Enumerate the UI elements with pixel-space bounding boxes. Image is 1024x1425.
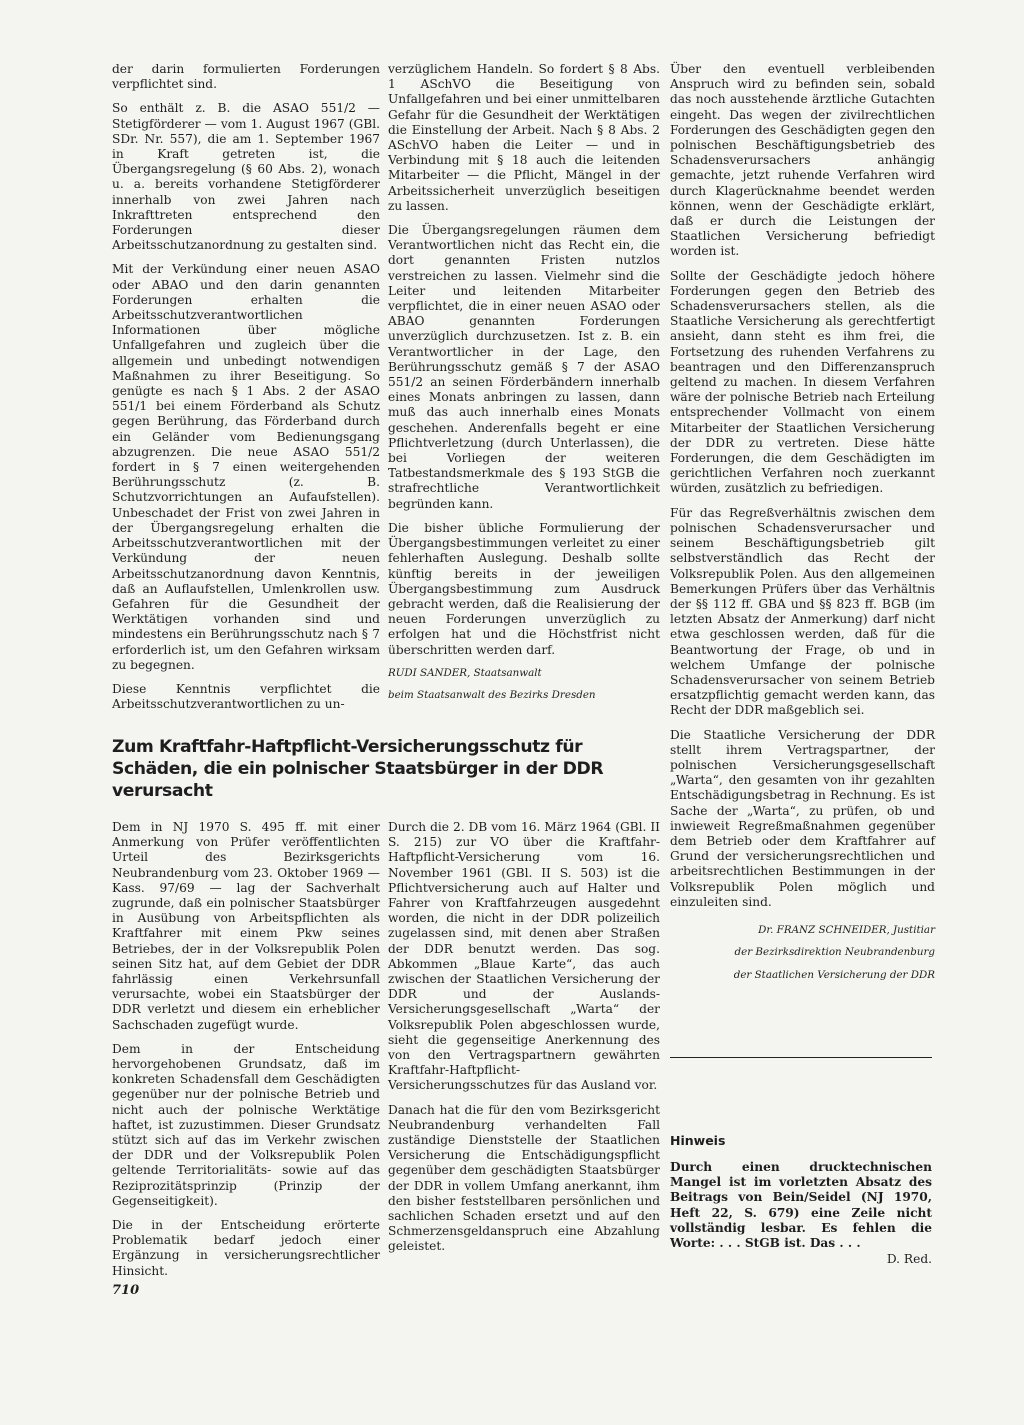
paragraph: Diese Kenntnis verpflichtet die Arbeitsschutzverantwortlichen zu un- xyxy=(112,681,380,712)
bottom-article-column-1 xyxy=(112,820,380,1288)
top-article-column-3 xyxy=(670,62,935,991)
paragraph: Die bisher übliche Formulierung der Übergangsbestimmungen verleitet zu einer fehlerhaften Auslegung. Deshalb sollte künftig bereits in der jeweiligen Übergangsbestimmung zum Ausdruck gebracht werden, daß die Realisierung der neuen Forderungen unverzüglich zu erfolgen hat und die Höchstfrist nicht überschritten werden darf. xyxy=(388,520,660,657)
hinweis-text: Durch einen drucktechnischen Mangel ist im vorletzten Absatz des Beitrags von Bein/Seidel (NJ 1970, Heft 22, S. 679) eine Zeile nicht vollständig lesbar. Es fehlen die Worte: . . . StGB ist. Das . . . xyxy=(670,1160,932,1251)
author-signature-line-1: RUDI SANDER, Staatsanwalt xyxy=(388,666,542,679)
paragraph: So enthält z. B. die ASAO 551/2 — Stetigförderer — vom 1. August 1967 (GBl. SDr. Nr. 557), die am 1. September 1967 in Kraft getreten ist, die Übergangsregelung (§ 60 Abs. 2), wonach u. a. bereits vorhandene Stetigförderer innerhalb von zwei Jahren nach Inkrafttreten entsprechend den Forderungen dieser Arbeitsschutzanordnung zu gestalten sind. xyxy=(112,101,380,253)
paragraph: Für das Regreßverhältnis zwischen dem polnischen Schadensverursacher und seinem Beschäftigungsbetrieb gilt selbstverständlich das Recht der Volksrepublik Polen. Aus den allgemeinen Bemerkungen Prüfers über das Verhältnis der §§ 112 ff. GBA und §§ 823 ff. BGB (im letzten Absatz der Anmerkung) darf nicht etwa geschlossen werden, daß für die Beantwortung der Frage, ob und in welchem Umfange der polnische Schadensverursacher von seinem Betrieb ersatzpflichtig gemacht werden kann, das Recht der DDR maßgeblich sei. xyxy=(670,505,935,718)
paragraph: Sollte der Geschädigte jedoch höhere Forderungen gegen den Betrieb des Schadensverursachers stellen, als die Staatliche Versicherung als gerechtfertigt ansieht, dann steht es ihm frei, die Fortsetzung des ruhenden Verfahrens zu beantragen und den Differenzanspruch geltend zu machen. In diesem Verfahren wäre der polnische Betrieb nach Erteilung entsprechender Vollmacht von einem Mitarbeiter der Staatlichen Versicherung der DDR zu vertreten. Diese hätte Forderungen, die dem Geschädigten im gerichtlichen Verfahren noch zuerkannt würden, zusätzlich zu befriedigen. xyxy=(670,268,935,496)
divider-rule xyxy=(670,1057,932,1058)
page-number: 710 xyxy=(112,1283,140,1298)
signature3-line-2: der Bezirksdirektion Neubrandenburg xyxy=(734,946,935,959)
paragraph: Über den eventuell verbleibenden Anspruch wird zu befinden sein, sobald das noch ausstehende ärztliche Gutachten eingeht. Das wegen der zivilrechtlichen Forderungen des Geschädigten gegen den polnischen Beschäftigungsbetrieb des Schadensverursachers anhängig gemachte, jetzt ruhende Verfahren wird durch Klagerücknahme beendet werden können, wenn der Geschädigte erklärt, daß er durch die Leistungen der Staatlichen Versicherung befriedigt worden ist. xyxy=(670,62,935,259)
paragraph: Die Übergangsregelungen räumen dem Verantwortlichen nicht das Recht ein, die dort genannten Fristen nutzlos verstreichen zu lassen. Vielmehr sind die Leiter und leitenden Mitarbeiter verpflichtet, die in einer neuen ASAO oder ABAO genannten Forderungen unverzüglich durchzusetzen. Ist z. B. ein Verantwortlicher in der Lage, den Berührungsschutz gemäß § 7 der ASAO 551/2 an seinen Förderbändern innerhalb eines Monats anbringen zu lassen, dann muß das auch innerhalb eines Monats geschehen. Anderenfalls begeht er eine Pflichtverletzung (durch Unterlassen), die bei Vorliegen der weiteren Tatbestandsmerkmale des § 193 StGB die strafrechtliche Verantwortlichkeit begründen kann. xyxy=(388,223,660,511)
top-article-column-1 xyxy=(112,62,380,721)
paragraph: verzüglichem Handeln. So fordert § 8 Abs. 1 ASchVO die Beseitigung von Unfallgefahren und bei einer unmittelbaren Gefahr für die Gesundheit der Werktätigen die Einstellung der Arbeit. Nach § 8 Abs. 2 ASchVO haben die Leiter — und in Verbindung mit § 18 auch die leitenden Mitarbeiter — die Pflicht, Mängel in der Arbeitssicherheit unverzüglich beseitigen zu lassen. xyxy=(388,62,660,213)
paragraph: Durch die 2. DB vom 16. März 1964 (GBl. II S. 215) zur VO über die Kraftfahr-Haftpflicht-Versicherung vom 16. November 1961 (GBl. II S. 503) ist die Pflichtversicherung auch auf Halter und Fahrer von Kraftfahrzeugen ausgedehnt worden, die nicht in der DDR polizeilich zugelassen sind, mit denen aber Straßen der DDR benutzt werden. Das sog. Abkommen „Blaue Karte“, das auch zwischen der Staatlichen Versicherung der DDR und der Auslands-Versicherungsgesellschaft „Warta“ der Volksrepublik Polen abgeschlossen wurde, sieht die gegenseitige Anerkennung des von den Vertragspartnern gewährten Kraftfahr-Haftpflicht-Versicherungsschutzes für das Ausland vor. xyxy=(388,820,660,1093)
paragraph: Die Staatliche Versicherung der DDR stellt ihrem Vertragspartner, der polnischen Versicherungsgesellschaft „Warta“, den gesamten von ihr gezahlten Entschädigungsbetrag in Rechnung. Es ist Sache der „Warta“, zu prüfen, ob und inwieweit Regreßmaßnahmen gegenüber dem Betrieb oder dem Kraftfahrer auf Grund der versicherungsrechtlichen und arbeitsrechtlichen Bestimmungen in der Volksrepublik Polen möglich und einzuleiten sind. xyxy=(670,727,935,909)
paragraph: Dem in NJ 1970 S. 495 ff. mit einer Anmerkung von Prüfer veröffentlichten Urteil des Bezirksgerichts Neubrandenburg vom 23. Oktober 1969 — Kass. 97/69 — lag der Sachverhalt zugrunde, daß ein polnischer Staatsbürger in Ausübung von Arbeitspflichten als Kraftfahrer mit einem Pkw seines Betriebes, der in der Volksrepublik Polen seinen Sitz hat, auf dem Gebiet der DDR fahrlässig einen Verkehrsunfall verursachte, wobei ein Staatsbürger der DDR verletzt und diesem ein erheblicher Sachschaden zugefügt wurde. xyxy=(112,820,380,1032)
signature3-line-3: der Staatlichen Versicherung der DDR xyxy=(733,968,935,981)
signature3-line-1: Dr. FRANZ SCHNEIDER, Justitiar xyxy=(758,923,935,936)
paragraph: Mit der Verkündung einer neuen ASAO oder ABAO und den darin genannten Forderungen erhalten die Arbeitsschutzverantwortlichen Informationen über mögliche Unfallgefahren und zugleich über die allgemein und unbedingt notwendigen Maßnahmen zu ihrer Beseitigung. So genügte es nach § 1 Abs. 2 der ASAO 551/1 bei einem Förderband als Schutz gegen Berührung, das Förderband durch ein Geländer vom Bedienungsgang abzugrenzen. Die neue ASAO 551/2 fordert in § 7 einen weitergehenden Berührungsschutz (z. B. Schutzvorrichtungen an Aufaufstellen). Unbeschadet der Frist von zwei Jahren in der Übergangsregelung erhalten die Arbeitsschutzverantwortlichen mit der Verkündung der neuen Arbeitsschutzanordnung davon Kenntnis, daß an Auflaufstellen, Umlenkrollen usw. Gefahren für die Gesundheit der Werktätigen vorhanden sind und mindestens ein Berührungsschutz nach § 7 erforderlich ist, um den Gefahren wirksam zu begegnen. xyxy=(112,262,380,672)
editorial-credit: D. Red. xyxy=(886,1252,932,1266)
bottom-article-column-2 xyxy=(388,820,660,1264)
paragraph: Dem in der Entscheidung hervorgehobenen Grundsatz, daß im konkreten Schadensfall dem Geschädigten gegenüber nur der polnische Betrieb und nicht auch der polnische Werktätige haftet, ist zuzustimmen. Dieser Grundsatz stützt sich auf das im Verkehr zwischen der DDR und der Volksrepublik Polen geltende Territorialitäts- sowie auf das Reziprozitätsprinzip (Prinzip der Gegenseitigkeit). xyxy=(112,1041,380,1208)
paragraph: Danach hat die für den vom Bezirksgericht Neubrandenburg verhandelten Fall zuständige Dienststelle der Staatlichen Versicherung die Entschädigungspflicht gegenüber dem geschädigten Staatsbürger der DDR in vollem Umfang anerkannt, ihm den bisher feststellbaren persönlichen und sachlichen Schaden ersetzt und auf den Schmerzensgeldanspruch eine Abzahlung geleistet. xyxy=(388,1102,660,1254)
article-headline: Zum Kraftfahr-Haftpflicht-Versicherungsschutz für Schäden, die ein polnischer Staatsbürger in der DDR verursacht xyxy=(112,737,604,801)
paragraph: der darin formulierten Forderungen verpflichtet sind. xyxy=(112,62,380,92)
paragraph: Die in der Entscheidung erörterte Problematik bedarf jedoch einer Ergänzung in versicherungsrechtlicher Hinsicht. xyxy=(112,1218,380,1278)
top-article-column-2 xyxy=(388,62,660,712)
author-signature-line-2: beim Staatsanwalt des Bezirks Dresden xyxy=(388,689,596,702)
hinweis-heading: Hinweis xyxy=(670,1133,726,1148)
